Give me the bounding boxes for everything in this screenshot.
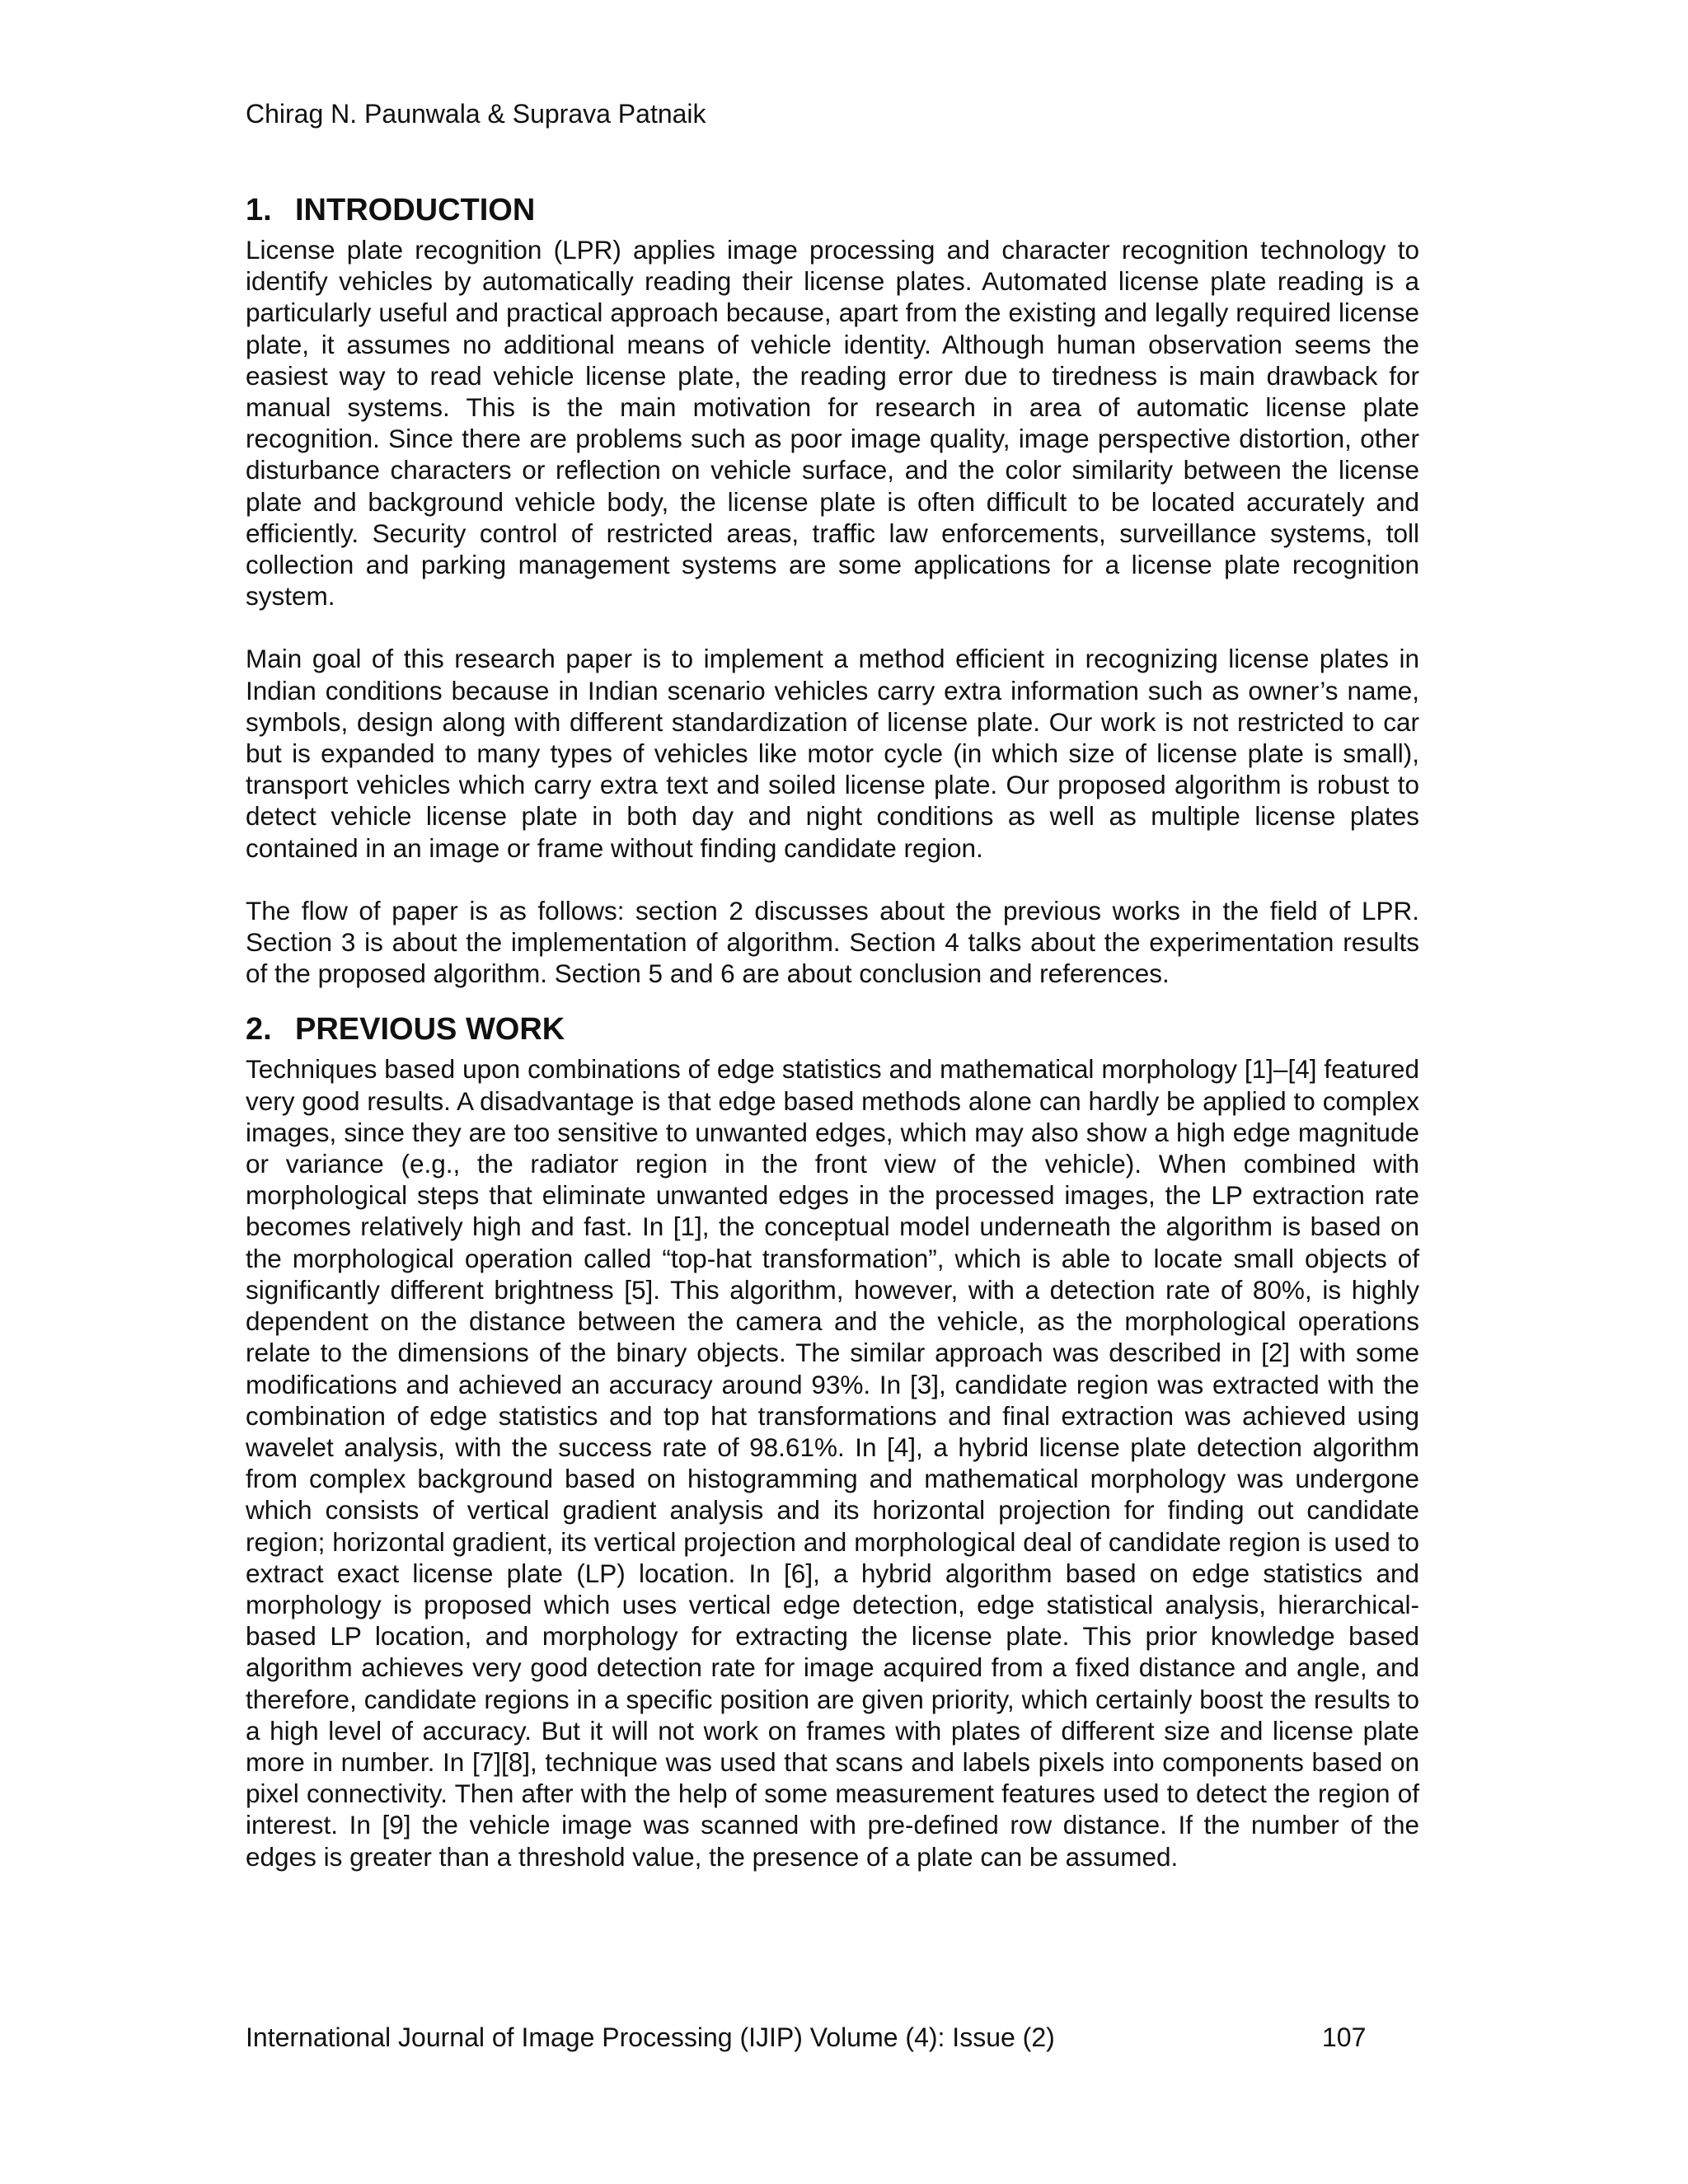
- section-title: PREVIOUS WORK: [295, 1012, 565, 1047]
- previous-work-paragraph-1: Techniques based upon combinations of edge statistics and mathematical morphology [1]–[4] featured very good results. A disadvantage is that edge based methods alone can hardly be applied to complex images, since they are too sensitive to unwanted edges, which may also show a high edge magnitude or variance (e.g., the radiator region in the front view of the vehicle). When combined with morphological steps that eliminate unwanted edges in the processed images, the LP extraction rate becomes relatively high and fast. In [1], the conceptual model underneath the algorithm is based on the morphological operation called “top-hat transformation”, which is able to locate small objects of significantly different brightness [5]. This algorithm, however, with a detection rate of 80%, is highly dependent on the distance between the camera and the vehicle, as the morphological operations relate to the dimensions of the binary objects. The similar approach was described in [2] with some modifications and achieved an accuracy around 93%. In [3], candidate region was extracted with the combination of edge statistics and top hat transformations and final extraction was achieved using wavelet analysis, with the success rate of 98.61%. In [4], a hybrid license plate detection algorithm from complex background based on histogramming and mathematical morphology was undergone which consists of vertical gradient analysis and its horizontal projection for finding out candidate region; horizontal gradient, its vertical projection and morphological deal of candidate region is used to extract exact license plate (LP) location. In [6], a hybrid algorithm based on edge statistics and morphology is proposed which uses vertical edge detection, edge statistical analysis, hierarchical-based LP location, and morphology for extracting the license plate. This prior knowledge based algorithm achieves very good detection rate for image acquired from a fixed distance and angle, and therefore, candidate regions in a specific position are given priority, which certainly boost the results to a high level of accuracy. But it will not work on frames with plates of different size and license plate more in number. In [7][8], technique was used that scans and labels pixels into components based on pixel connectivity. Then after with the help of some measurement features used to detect the region of interest. In [9] the vehicle image was scanned with pre-defined row distance. If the number of the edges is greater than a threshold value, the presence of a plate can be assumed.: [246, 1054, 1419, 1872]
- footer-page-number: 107: [1322, 2022, 1367, 2052]
- section-number: 2.: [246, 1012, 272, 1047]
- section-heading-previous-work: [246, 1010, 1419, 1048]
- running-header-authors: Chirag N. Paunwala & Suprava Patnaik: [246, 99, 706, 129]
- intro-paragraph-3: The flow of paper is as follows: section 2 discusses about the previous works in the field of LPR. Section 3 is about the implementation of algorithm. Section 4 talks about the experimentation results of the proposed algorithm. Section 5 and 6 are about conclusion and references.: [246, 895, 1419, 989]
- section-title: INTRODUCTION: [295, 193, 536, 227]
- intro-paragraph-1: License plate recognition (LPR) applies image processing and character recognition technology to identify vehicles by automatically reading their license plates. Automated license plate reading is a particularly useful and practical approach because, apart from the existing and legally required license plate, it assumes no additional means of vehicle identity. Although human observation seems the easiest way to read vehicle license plate, the reading error due to tiredness is main drawback for manual systems. This is the main motivation for research in area of automatic license plate recognition. Since there are problems such as poor image quality, image perspective distortion, other disturbance characters or reflection on vehicle surface, and the color similarity between the license plate and background vehicle body, the license plate is often difficult to be located accurately and efficiently. Security control of restricted areas, traffic law enforcements, surveillance systems, toll collection and parking management systems are some applications for a license plate recognition system.: [246, 235, 1419, 612]
- footer-journal-citation: International Journal of Image Processing (IJIP) Volume (4): Issue (2): [246, 2022, 1055, 2052]
- section-number: 1.: [246, 193, 272, 227]
- intro-paragraph-2: Main goal of this research paper is to implement a method efficient in recognizing license plates in Indian conditions because in Indian scenario vehicles carry extra information such as owner’s name, symbols, design along with different standardization of license plate. Our work is not restricted to car but is expanded to many types of vehicles like motor cycle (in which size of license plate is small), transport vehicles which carry extra text and soiled license plate. Our proposed algorithm is robust to detect vehicle license plate in both day and night conditions as well as multiple license plates contained in an image or frame without finding candidate region.: [246, 644, 1419, 863]
- section-heading-introduction: [246, 191, 1419, 229]
- page-body: [246, 191, 1419, 1872]
